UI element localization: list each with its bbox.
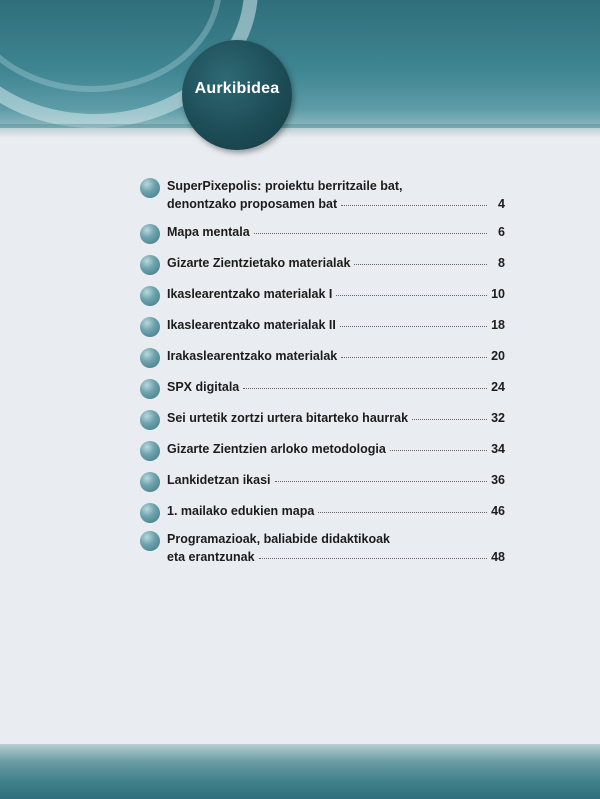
toc-page-number: 6 bbox=[498, 225, 505, 239]
toc-title: SPX digitala bbox=[167, 380, 240, 394]
toc-title: Mapa mentala bbox=[167, 225, 250, 239]
toc-page-number: 48 bbox=[491, 550, 505, 564]
toc-page-number: 46 bbox=[491, 504, 505, 518]
toc-line bbox=[167, 411, 505, 429]
bullet-icon bbox=[140, 317, 160, 337]
leader-dots bbox=[341, 356, 487, 358]
leader-dots bbox=[412, 418, 487, 420]
leader-dots bbox=[354, 263, 487, 265]
toc-page-number: 32 bbox=[491, 411, 505, 425]
toc-title: Ikaslearentzako materialak I bbox=[167, 287, 333, 301]
toc-line bbox=[167, 349, 505, 367]
leader-dots bbox=[336, 294, 487, 296]
bullet-icon bbox=[140, 472, 160, 492]
page-title: Aurkibidea bbox=[194, 80, 280, 97]
toc-page-number: 8 bbox=[498, 256, 505, 270]
toc-page-number: 4 bbox=[498, 197, 505, 211]
bullet-icon bbox=[140, 410, 160, 430]
toc-title: 1. mailako edukien mapa bbox=[167, 504, 315, 518]
bullet-icon bbox=[140, 531, 160, 551]
bullet-icon bbox=[140, 178, 160, 198]
bullet-icon bbox=[140, 503, 160, 523]
toc-title: Irakaslearentzako materialak bbox=[167, 349, 338, 363]
toc-title: SuperPixepolis: proiektu berritzaile bat, bbox=[167, 179, 403, 193]
footer-band bbox=[0, 744, 600, 799]
toc-title: Ikaslearentzako materialak II bbox=[167, 318, 336, 332]
toc-line bbox=[167, 442, 505, 460]
toc-line bbox=[167, 287, 505, 305]
toc-title: Sei urtetik zortzi urtera bitarteko haurrak bbox=[167, 411, 409, 425]
toc-line bbox=[167, 380, 505, 398]
toc-title: Gizarte Zientzien arloko metodologia bbox=[167, 442, 386, 456]
leader-dots bbox=[390, 449, 487, 451]
leader-dots bbox=[254, 232, 487, 234]
toc-title: Programazioak, baliabide didaktikoak bbox=[167, 532, 390, 546]
toc-line bbox=[167, 550, 505, 568]
leader-dots bbox=[341, 204, 487, 206]
toc-line bbox=[167, 197, 505, 215]
leader-dots bbox=[318, 511, 487, 513]
toc-title: Lankidetzan ikasi bbox=[167, 473, 271, 487]
toc-title: eta erantzunak bbox=[167, 550, 255, 564]
bullet-icon bbox=[140, 348, 160, 368]
toc-line bbox=[167, 504, 505, 522]
bullet-icon bbox=[140, 224, 160, 244]
leader-dots bbox=[259, 557, 487, 559]
toc-page-number: 18 bbox=[491, 318, 505, 332]
toc-line bbox=[167, 532, 505, 550]
leader-dots bbox=[340, 325, 487, 327]
toc-line bbox=[167, 179, 505, 197]
leader-dots bbox=[243, 387, 487, 389]
leader-dots bbox=[275, 480, 487, 482]
toc-line bbox=[167, 256, 505, 274]
toc-title: Gizarte Zientzietako materialak bbox=[167, 256, 351, 270]
header-band bbox=[0, 0, 600, 128]
toc-title: denontzako proposamen bat bbox=[167, 197, 338, 211]
bullet-icon bbox=[140, 255, 160, 275]
bullet-icon bbox=[140, 286, 160, 306]
toc-page-number: 34 bbox=[491, 442, 505, 456]
toc-page-number: 10 bbox=[491, 287, 505, 301]
bullet-icon bbox=[140, 379, 160, 399]
toc-page-number: 36 bbox=[491, 473, 505, 487]
toc-page-number: 20 bbox=[491, 349, 505, 363]
toc-line bbox=[167, 473, 505, 491]
bullet-icon bbox=[140, 441, 160, 461]
toc-page-number: 24 bbox=[491, 380, 505, 394]
toc-line bbox=[167, 225, 505, 243]
toc-line bbox=[167, 318, 505, 336]
